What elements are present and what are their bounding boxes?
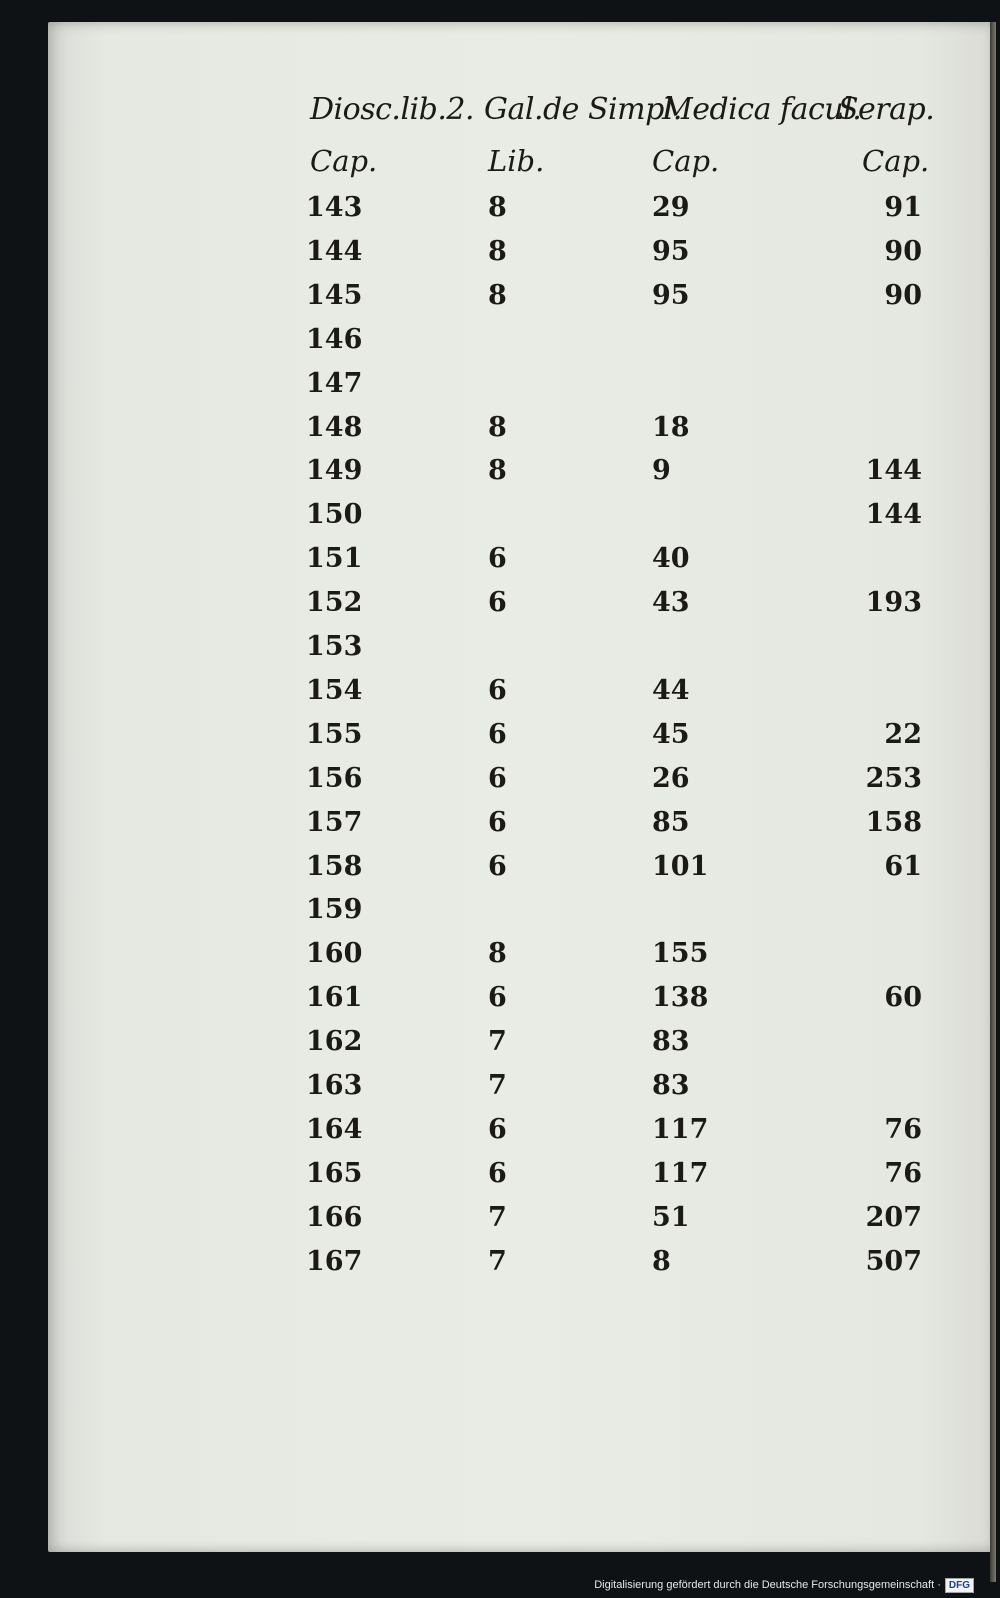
cell-galen-lib: 7 [488, 1070, 507, 1101]
cell-serapion-cap: 253 [865, 762, 922, 794]
table-row [48, 324, 996, 364]
cell-dioscorides-cap: 164 [306, 1113, 363, 1145]
table-row [48, 1246, 996, 1286]
cell-medica-cap: 18 [652, 411, 690, 443]
cell-serapion-cap: 90 [884, 235, 922, 267]
table-row [48, 675, 996, 715]
cell-medica-cap: 85 [652, 806, 690, 838]
cell-dioscorides-cap: 157 [306, 806, 363, 838]
cell-galen-lib: 8 [488, 455, 507, 487]
book-page [48, 22, 996, 1552]
cell-galen-lib: 8 [488, 411, 507, 443]
cell-dioscorides-cap: 151 [306, 543, 363, 575]
cell-medica-cap: 45 [652, 718, 690, 750]
table-row [48, 982, 996, 1022]
cell-medica-cap: 26 [652, 762, 690, 794]
cell-medica-cap: 51 [652, 1201, 690, 1233]
table-row [48, 1070, 996, 1110]
table-row [48, 1158, 996, 1198]
table-row [48, 587, 996, 627]
cell-dioscorides-cap: 158 [306, 850, 363, 882]
cell-dioscorides-cap: 153 [306, 631, 363, 662]
cell-medica-cap: 44 [652, 674, 690, 706]
table-row [48, 631, 996, 671]
cell-serapion-cap: 207 [865, 1201, 922, 1233]
cell-medica-cap: 117 [652, 1113, 709, 1145]
cell-galen-lib: 6 [488, 587, 507, 619]
cell-galen-lib: 6 [488, 718, 507, 750]
cell-dioscorides-cap: 143 [306, 192, 363, 223]
table-row [48, 763, 996, 803]
cell-serapion-cap: 90 [884, 279, 922, 311]
cell-serapion-cap: 76 [884, 1157, 922, 1189]
cell-galen-lib: 7 [488, 1201, 507, 1233]
cell-serapion-cap: 507 [865, 1245, 922, 1277]
subheader-lib: Lib. [488, 144, 545, 178]
header-dioscorides: Diosc.lib.2. [310, 92, 474, 127]
table-row [48, 1114, 996, 1154]
cell-galen-lib: 6 [488, 1157, 507, 1189]
table-row [48, 192, 996, 232]
table-row [48, 851, 996, 891]
cell-serapion-cap: 193 [865, 587, 922, 619]
cell-serapion-cap: 91 [884, 192, 922, 223]
cell-medica-cap: 138 [652, 982, 709, 1014]
table-row [48, 894, 996, 934]
header-galen: Gal.de Simpl. [484, 92, 682, 127]
cell-dioscorides-cap: 162 [306, 1026, 363, 1058]
page-edge [990, 22, 996, 1582]
cell-medica-cap: 95 [652, 279, 690, 311]
cell-galen-lib: 8 [488, 192, 507, 223]
table-row [48, 412, 996, 452]
cell-dioscorides-cap: 155 [306, 718, 363, 750]
cell-medica-cap: 29 [652, 192, 690, 223]
cell-serapion-cap: 144 [865, 455, 922, 487]
cell-dioscorides-cap: 150 [306, 499, 363, 531]
cell-dioscorides-cap: 148 [306, 411, 363, 443]
table-row [48, 543, 996, 583]
subheader-cap-4: Cap. [862, 144, 930, 178]
cell-medica-cap: 101 [652, 850, 709, 882]
cell-dioscorides-cap: 145 [306, 279, 363, 311]
cell-galen-lib: 7 [488, 1245, 507, 1277]
cell-dioscorides-cap: 147 [306, 367, 363, 399]
cell-serapion-cap: 158 [865, 806, 922, 838]
table-row [48, 499, 996, 539]
cell-medica-cap: 9 [652, 455, 671, 487]
cell-galen-lib: 8 [488, 235, 507, 267]
cell-dioscorides-cap: 167 [306, 1245, 363, 1277]
cell-galen-lib: 8 [488, 938, 507, 970]
table-row [48, 368, 996, 408]
cell-medica-cap: 40 [652, 543, 690, 575]
cell-galen-lib: 6 [488, 543, 507, 575]
cell-medica-cap: 155 [652, 938, 709, 970]
cell-galen-lib: 6 [488, 850, 507, 882]
cell-dioscorides-cap: 146 [306, 323, 363, 355]
cell-serapion-cap: 22 [884, 718, 922, 750]
cell-dioscorides-cap: 144 [306, 235, 363, 267]
cell-dioscorides-cap: 165 [306, 1157, 363, 1189]
header-medica-facul: Medica facul. [662, 92, 862, 127]
subheader-cap-1: Cap. [310, 144, 378, 178]
cell-galen-lib: 6 [488, 982, 507, 1014]
cell-galen-lib: 6 [488, 806, 507, 838]
cell-galen-lib: 6 [488, 1113, 507, 1145]
cell-serapion-cap: 60 [884, 982, 922, 1014]
cell-serapion-cap: 144 [865, 499, 922, 531]
table-row [48, 280, 996, 320]
cell-dioscorides-cap: 154 [306, 674, 363, 706]
cell-medica-cap: 95 [652, 235, 690, 267]
cell-medica-cap: 83 [652, 1026, 690, 1058]
cell-medica-cap: 8 [652, 1245, 671, 1277]
cell-galen-lib: 6 [488, 674, 507, 706]
table-row [48, 1202, 996, 1242]
header-serapion: Serap. [838, 92, 935, 127]
cell-medica-cap: 117 [652, 1157, 709, 1189]
cell-dioscorides-cap: 160 [306, 938, 363, 970]
cell-dioscorides-cap: 156 [306, 762, 363, 794]
cell-dioscorides-cap: 152 [306, 587, 363, 619]
cell-dioscorides-cap: 166 [306, 1201, 363, 1233]
cell-dioscorides-cap: 149 [306, 455, 363, 487]
cell-dioscorides-cap: 161 [306, 982, 363, 1014]
concordance-table [48, 22, 996, 1552]
cell-serapion-cap: 76 [884, 1113, 922, 1145]
subheader-cap-3: Cap. [652, 144, 720, 178]
cell-medica-cap: 43 [652, 587, 690, 619]
cell-dioscorides-cap: 159 [306, 894, 363, 926]
table-row [48, 807, 996, 847]
cell-galen-lib: 6 [488, 762, 507, 794]
table-row [48, 236, 996, 276]
cell-serapion-cap: 61 [884, 850, 922, 882]
cell-galen-lib: 8 [488, 279, 507, 311]
cell-medica-cap: 83 [652, 1070, 690, 1101]
table-row [48, 455, 996, 495]
table-row [48, 719, 996, 759]
cell-dioscorides-cap: 163 [306, 1070, 363, 1101]
footer-text: Digitalisierung gefördert durch die Deutsche Forschungsgemeinschaft · [594, 1579, 941, 1591]
cell-galen-lib: 7 [488, 1026, 507, 1058]
table-row [48, 1026, 996, 1066]
table-row [48, 938, 996, 978]
dfg-logo: DFG [945, 1578, 974, 1593]
digitization-footer [594, 1576, 974, 1594]
